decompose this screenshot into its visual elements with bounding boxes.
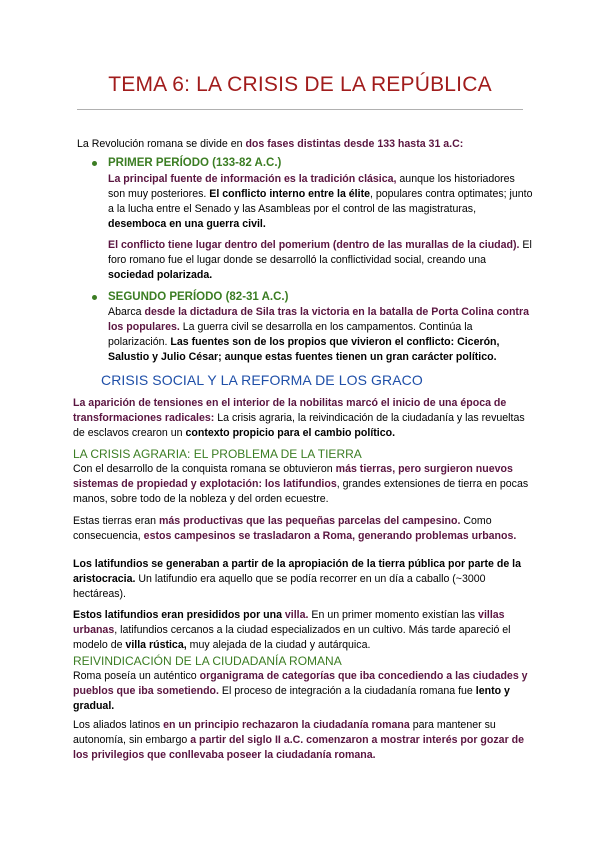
text-run: Las fuentes son de los propios que vivieron el conflicto: Cicerón, Salustio y Julio César; aunque estas fuentes tienen un gran carácter político.: [108, 336, 500, 363]
text-run: Como consecuencia,: [73, 515, 492, 542]
text-run: más productivas que las pequeñas parcelas del campesino.: [158, 515, 461, 527]
text-run: organigrama de categorías que iba concediendo a las ciudades y pueblos que iba sometiendo.: [73, 670, 528, 697]
ciudadania-paragraph-2: [73, 718, 533, 763]
text-run: muy alejada de la ciudad y autárquica.: [186, 639, 371, 651]
agraria-paragraph-4: [73, 608, 533, 653]
agraria-paragraph-1: [73, 462, 533, 507]
text-run: estos campesinos se trasladaron a Roma, generando problemas urbanos.: [143, 530, 517, 542]
title-divider: [77, 109, 523, 110]
text-run: Los latifundios se generaban a partir de la apropiación de la tierra pública por parte de la aristocracia.: [73, 558, 521, 585]
text-run: El proceso de integración a la ciudadanía romana fue: [218, 685, 476, 697]
first-period-heading: PRIMER PERÍODO (133-82 A.C.): [108, 157, 282, 169]
text-run: Con el desarrollo de la conquista romana se obtuvieron: [73, 463, 336, 475]
text-run: Estos latifundios eran presididos por una: [73, 609, 285, 621]
section-heading-ciudadania: REIVINDICACIÓN DE LA CIUDADANÍA ROMANA: [73, 654, 342, 668]
text-run: más tierras, pero surgieron nuevos sistemas de propiedad y explotación: los latifundios: [73, 463, 513, 490]
agraria-paragraph-2: [73, 514, 533, 544]
page-title: TEMA 6: LA CRISIS DE LA REPÚBLICA: [108, 73, 492, 96]
text-run: La aparición de tensiones en el interior de la nobilitas marcó el inicio de una época de transformaciones radicales:: [73, 397, 507, 424]
text-run: desemboca en una guerra civil.: [108, 218, 266, 230]
bullet-icon: [92, 295, 97, 300]
text-run: aunque los historiadores son muy posteriores.: [108, 173, 515, 200]
text-run: El conflicto interno entre la élite: [209, 188, 370, 200]
text-run: , latifundios cercanos a la ciudad especializados en un cultivo. Más tarde apareció el modelo de: [73, 624, 511, 651]
text-run: Los aliados latinos: [73, 719, 164, 731]
first-period-paragraph-1: [108, 172, 533, 232]
text-run: villas urbanas: [73, 609, 505, 636]
text-run: La crisis agraria, la reivindicación de la ciudadanía y las revueltas de esclavos crearon un: [73, 412, 525, 439]
text-run: Estas tierras eran: [73, 515, 159, 527]
crisis-paragraph: [73, 396, 533, 441]
text-run: desde la dictadura de Sila tras la victoria en la batalla de Porta Colina contra los populares.: [108, 306, 529, 333]
section-heading-crisis: CRISIS SOCIAL Y LA REFORMA DE LOS GRACO: [101, 372, 423, 388]
text-run: sociedad polarizada.: [108, 269, 213, 281]
text-run: Abarca: [108, 306, 145, 318]
bullet-icon: [92, 161, 97, 166]
ciudadania-paragraph-1: [73, 669, 533, 714]
second-period-heading: SEGUNDO PERÍODO (82-31 A.C.): [108, 291, 289, 303]
agraria-paragraph-3: [73, 557, 533, 602]
text-run: lento y gradual.: [73, 685, 510, 712]
text-run: en un principio rechazaron la ciudadanía romana: [163, 719, 410, 731]
text-run: El conflicto tiene lugar dentro del pomerium (dentro de las murallas de la ciudad).: [108, 239, 520, 251]
first-period-paragraph-2: [108, 238, 533, 283]
text-run: contexto propicio para el cambio político.: [185, 427, 396, 439]
intro-emphasis: dos fases distintas desde 133 hasta 31 a.C:: [245, 138, 464, 150]
intro-text: La Revolución romana se divide en: [77, 138, 246, 150]
text-run: a partir del siglo II a.C. comenzaron a mostrar interés por gozar de los privilegios que conllevaba poseer la ciudadanía romana.: [73, 734, 524, 761]
text-run: villa.: [284, 609, 309, 621]
second-period-paragraph: [108, 305, 533, 365]
text-run: La principal fuente de información es la tradición clásica,: [108, 173, 397, 185]
text-run: La guerra civil se desarrolla en los campamentos. Continúa la polarización.: [108, 321, 473, 348]
text-run: , grandes extensiones de tierra en pocas manos, sobre todo de la nobleza y del orden ecuestre.: [73, 478, 529, 505]
text-run: , populares contra optimates; junto a la lucha entre el Senado y las Asambleas por el control de las magistraturas,: [108, 188, 533, 215]
text-run: Roma poseía un auténtico: [73, 670, 200, 682]
text-run: El foro romano fue el lugar donde se desarrolló la conflictividad social, creando una: [108, 239, 532, 266]
intro-paragraph: [77, 137, 527, 152]
text-run: para mantener su autonomía, sin embargo: [73, 719, 496, 746]
section-heading-agraria: LA CRISIS AGRARIA: EL PROBLEMA DE LA TIERRA: [73, 447, 362, 461]
text-run: En un primer momento existían las: [308, 609, 479, 621]
text-run: villa rústica,: [125, 639, 187, 651]
text-run: Un latifundio era aquello que se podía recorrer en un día a caballo (~3000 hectáreas).: [73, 573, 486, 600]
